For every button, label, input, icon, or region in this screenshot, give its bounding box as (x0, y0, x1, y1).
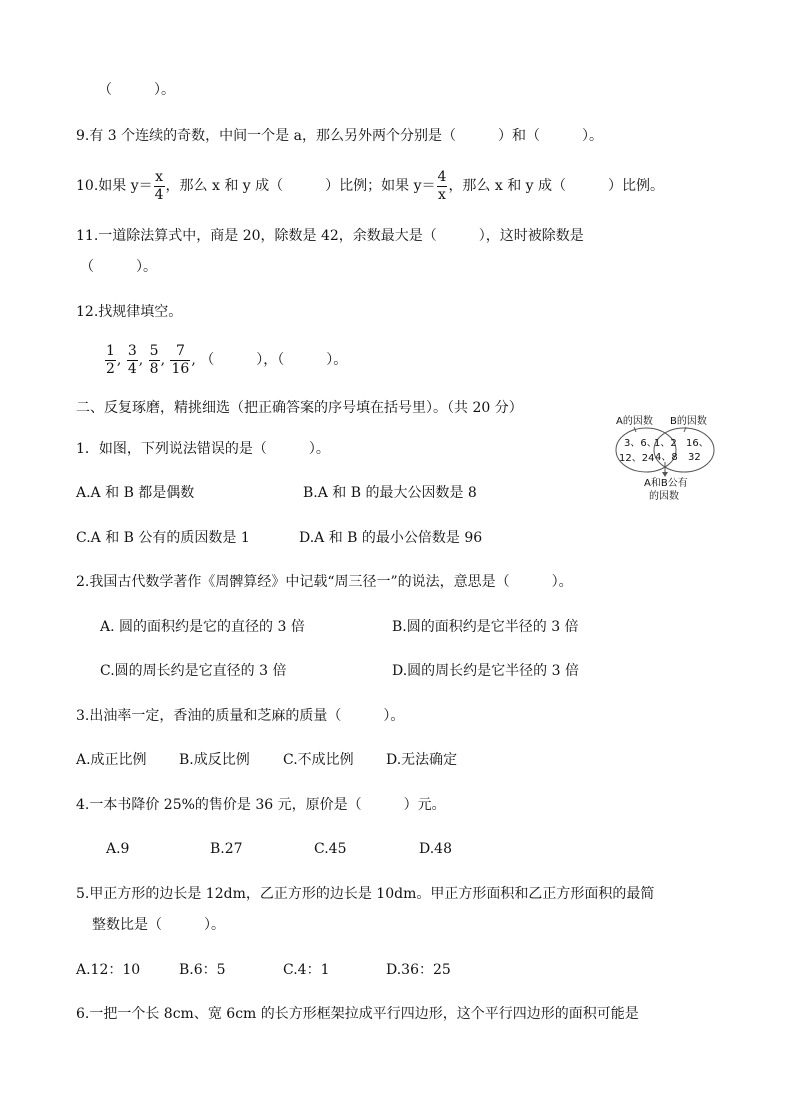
q12-fraction-2-den: 4 (127, 360, 137, 377)
s2-question-4: 4.一本书降价 25%的售价是 36 元，原价是（ ）元。 (76, 797, 446, 813)
question-11-line-1: 11.一道除法算式中，商是 20，除数是 42，余数最大是（ ），这时被除数是 (76, 228, 584, 244)
q12-tail: （ ），（ ）。 (200, 352, 348, 368)
s2-question-2: 2.我国古代数学著作《周髀算经》中记载“周三径一”的说法，意思是（ ）。 (76, 574, 573, 590)
q12-fraction-4 (170, 343, 190, 376)
question-9: 9.有 3 个连续的奇数，中间一个是 a，那么另外两个分别是（ ）和（ ）。 (76, 128, 603, 144)
s2q3-option-d: D.无法确定 (386, 752, 458, 768)
s2q5-option-c: C.4：1 (283, 962, 330, 978)
q10-fraction-2-den: x (438, 186, 446, 203)
s2q1-option-a: A.A 和 B 都是偶数 (76, 485, 195, 501)
section-2-title: 二、反复琢磨，精挑细选（把正确答案的序号填在括号里）。（共 20 分） (76, 400, 523, 416)
q10-fraction-1-num: x (155, 169, 164, 186)
venn-diagram (608, 410, 726, 504)
q10-fraction-2-num: 4 (437, 169, 447, 186)
s2-question-3: 3.出油率一定，香油的质量和芝麻的质量（ ）。 (76, 708, 405, 724)
q12-fraction-2 (127, 343, 138, 376)
venn-mid-line-1: 1、2 (654, 438, 677, 449)
venn-right-line-1: 16、 (686, 438, 709, 449)
s2q4-option-b: B.27 (210, 841, 243, 857)
s2q3-option-c: C.不成比例 (283, 752, 354, 768)
s2q2-option-d: D.圆的周长约是它半径的 3 倍 (392, 663, 579, 679)
q8-tail: （ ）。 (98, 82, 175, 98)
q12-fraction-3 (149, 343, 160, 376)
venn-circle-b (654, 428, 714, 472)
q10-fraction-2 (437, 169, 448, 202)
venn-left-line-2: 12、24 (619, 453, 655, 464)
q10-fraction-1 (154, 169, 165, 202)
s2-question-5-line-1: 5.甲正方形的边长是 12dm，乙正方形的边长是 10dm。甲正方形面积和乙正方形面积的最简 (76, 886, 655, 902)
question-12-title: 12.找规律填空。 (76, 304, 183, 320)
q12-fraction-3-den: 8 (149, 360, 159, 377)
s2q5-option-d: D.36：25 (386, 962, 451, 978)
s2q2-option-a: A. 圆的面积约是它的直径的 3 倍 (100, 619, 305, 635)
q10-fraction-1-den: 4 (154, 186, 164, 203)
s2-question-5-line-2: 整数比是（ ）。 (92, 917, 225, 933)
s2-question-6: 6.一把一个长 8cm、宽 6cm 的长方形框架拉成平行四边形，这个平行四边形的面积可能是 (76, 1006, 639, 1022)
s2q5-option-b: B.6：5 (179, 962, 226, 978)
s2q5-option-a: A.12：10 (76, 962, 141, 978)
s2q2-option-b: B.圆的面积约是它半径的 3 倍 (392, 619, 579, 635)
s2q1-option-b: B.A 和 B 的最大公因数是 8 (303, 485, 477, 501)
s2q4-option-d: D.48 (419, 841, 452, 857)
question-10 (76, 168, 664, 204)
q12-fraction-2-num: 3 (127, 343, 137, 360)
s2q1-option-c: C.A 和 B 公有的质因数是 1 (76, 530, 250, 546)
venn-right-line-2: 32 (688, 452, 701, 463)
venn-circle-a (616, 428, 676, 472)
venn-arrow-head (662, 472, 668, 477)
q12-fraction-1 (105, 343, 116, 376)
s2q4-option-a: A.9 (106, 841, 130, 857)
q10-part3: ，那么 x 和 y 成（ ）比例。 (448, 178, 665, 194)
venn-bottom-line-1: A和B公有 (644, 478, 688, 489)
q10-part1: 10.如果 y＝ (76, 178, 153, 194)
s2q1-option-d: D.A 和 B 的最小公倍数是 96 (299, 530, 483, 546)
venn-label-a: A的因数 (616, 416, 653, 427)
s2q3-option-b: B.成反比例 (179, 752, 250, 768)
venn-mid-line-2: 4、8 (655, 452, 678, 463)
s2q3-option-a: A.成正比例 (76, 752, 147, 768)
q10-part2: ，那么 x 和 y 成（ ）比例；如果 y＝ (165, 178, 436, 194)
venn-left-line-1: 3、6、 (624, 438, 657, 449)
q12-fraction-4-num: 7 (170, 343, 190, 360)
q12-fraction-4-den: 16 (171, 360, 190, 377)
venn-bottom-line-2: 的因数 (649, 491, 679, 502)
venn-label-b: B的因数 (670, 416, 707, 427)
q12-fraction-1-num: 1 (106, 343, 115, 360)
question-12-sequence: $\frac{1}{2}$ , $\frac{3}{4}$ , $\frac{5}{8}$ , $\frac{7}{16}$ , （ ），（ ）。 (106, 343, 348, 377)
s2q4-option-c: C.45 (314, 841, 347, 857)
s2-question-1: 1．如图，下列说法错误的是（ ）。 (76, 441, 330, 457)
q12-fraction-1-den: 2 (106, 360, 115, 377)
s2q2-option-c: C.圆的周长约是它直径的 3 倍 (100, 663, 287, 679)
question-11-line-2: （ ）。 (80, 259, 157, 275)
q12-fraction-3-num: 5 (149, 343, 159, 360)
